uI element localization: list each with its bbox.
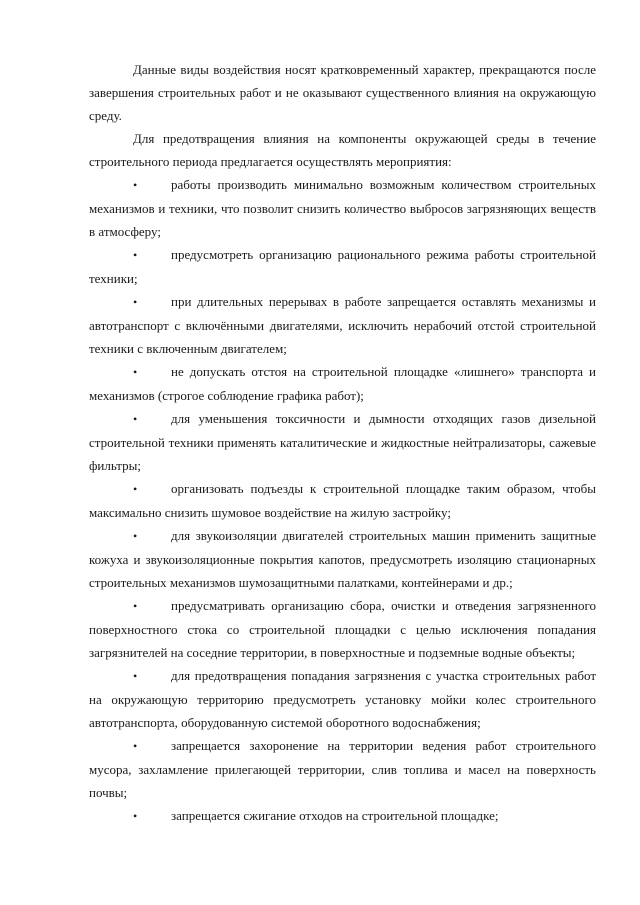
bullet-icon: • xyxy=(133,739,138,753)
bullet-icon: • xyxy=(133,365,138,379)
bullet-icon: • xyxy=(133,599,138,613)
list-item-text: организовать подъезды к строительной площадке таким образом, чтобы максимально снизить шумовое воздействие на жилую застройку; xyxy=(89,481,596,520)
bullet-icon: • xyxy=(133,412,138,426)
list-item xyxy=(89,594,596,664)
bullet-icon: • xyxy=(133,529,138,543)
list-item-text: запрещается сжигание отходов на строительной площадке; xyxy=(171,808,499,823)
bullet-icon: • xyxy=(133,482,138,496)
bullet-icon: • xyxy=(133,178,138,192)
list-item-text: не допускать отстоя на строительной площадке «лишнего» транспорта и механизмов (строгое соблюдение графика работ); xyxy=(89,364,596,403)
bullet-icon: • xyxy=(133,809,138,823)
list-item-text: предусматривать организацию сбора, очистки и отведения загрязненного поверхностного стока со строительной площадки с целью исключения попадания загрязнителей на соседние территории, в поверхностные и подземные водные объекты; xyxy=(89,598,596,660)
list-item xyxy=(89,734,596,804)
list-item-text: предусмотреть организацию рационального режима работы строительной техники; xyxy=(89,247,596,286)
list-item-text: для предотвращения попадания загрязнения с участка строительных работ на окружающую территорию предусмотреть установку мойки колес строительного автотранспорта, оборудованную системой оборотного водоснабжения; xyxy=(89,668,596,730)
list-item xyxy=(89,290,596,360)
intro-paragraph: Данные виды воздействия носят кратковременный характер, прекращаются после завершения строительных работ и не оказывают существенного влияния на окружающую среду. xyxy=(89,62,596,123)
list-item xyxy=(89,243,596,290)
list-item-text: работы производить минимально возможным количеством строительных механизмов и техники, что позволит снизить количество выбросов загрязняющих веществ в атмосферу; xyxy=(89,177,596,239)
list-item xyxy=(89,804,596,828)
list-item-text: для уменьшения токсичности и дымности отходящих газов дизельной строительной техники применять каталитические и жидкостные нейтрализаторы, сажевые фильтры; xyxy=(89,411,596,473)
bullet-icon: • xyxy=(133,248,138,262)
list-item-text: запрещается захоронение на территории ведения работ строительного мусора, захламление прилегающей территории, слив топлива и масел на поверхность почвы; xyxy=(89,738,596,800)
list-item-text: для звукоизоляции двигателей строительных машин применить защитные кожуха и звукоизоляционные покрытия капотов, предусмотреть изоляцию стационарных строительных механизмов шумозащитными палатками, контейнерами и др.; xyxy=(89,528,596,590)
list-item xyxy=(89,407,596,477)
list-item xyxy=(89,524,596,594)
list-item-text: при длительных перерывах в работе запрещается оставлять механизмы и автотранспорт с включёнными двигателями, исключить нерабочий отстой строительной техники с включенным двигателем; xyxy=(89,294,596,356)
measures-list xyxy=(89,173,596,828)
list-item xyxy=(89,173,596,243)
list-item xyxy=(89,664,596,734)
list-item xyxy=(89,477,596,524)
bullet-icon: • xyxy=(133,669,138,683)
bullet-icon: • xyxy=(133,295,138,309)
measures-intro-paragraph: Для предотвращения влияния на компоненты окружающей среды в течение строительного периода предлагается осуществлять мероприятия: xyxy=(89,131,596,169)
list-item xyxy=(89,360,596,407)
